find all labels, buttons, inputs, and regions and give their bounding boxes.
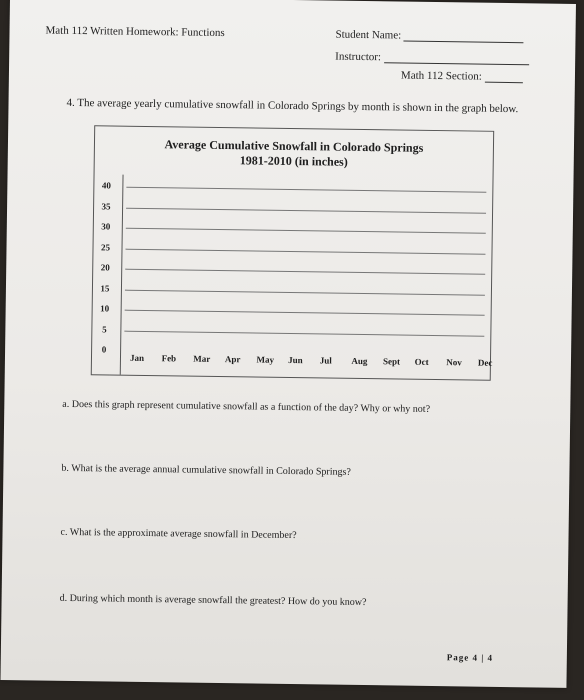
x-tick-label: May [256, 354, 275, 365]
student-name-field [335, 29, 524, 44]
y-tick-label: 15 [100, 282, 110, 293]
y-tick-label: 25 [100, 241, 111, 252]
section-blank[interactable] [484, 71, 522, 84]
grid-line [125, 289, 485, 295]
x-tick-label: Mar [193, 353, 211, 364]
question-b: b. What is the average annual cumulative snowfall in Colorado Springs? [61, 462, 351, 478]
y-tick-label: 35 [101, 200, 111, 211]
grid-line [126, 207, 486, 213]
instructor-field [335, 51, 529, 66]
section-field [401, 70, 523, 84]
x-tick-label: Jan [129, 352, 145, 363]
y-tick-label: 20 [100, 262, 110, 273]
section-label: Math 112 Section: [400, 69, 482, 83]
instructor-label: Instructor: [335, 50, 382, 64]
y-tick-label: 40 [101, 180, 111, 191]
y-tick-label: 5 [102, 323, 107, 334]
x-tick-label: Jun [288, 354, 303, 366]
student-name-label: Student Name: [335, 28, 402, 42]
x-tick-label: Oct [414, 356, 429, 367]
grid-lines [95, 126, 493, 132]
grid-line [124, 330, 484, 336]
page-number: Page 4 | 4 [446, 652, 494, 663]
y-tick-label: 0 [101, 344, 107, 355]
worksheet-title: Math 112 Written Homework: Functions [45, 24, 225, 40]
x-tick-label: Nov [446, 357, 462, 368]
y-tick-label: 30 [101, 221, 111, 232]
x-tick-label: Feb [161, 353, 177, 364]
x-tick-label: Dec [477, 357, 493, 368]
grid-line [126, 228, 486, 234]
graph-subtitle: 1981-2010 (in inches) [239, 153, 348, 169]
y-tick-label: 10 [100, 303, 110, 314]
graph-title-block [95, 136, 493, 172]
student-name-blank[interactable] [404, 30, 524, 44]
x-tick-label: Sept [382, 356, 401, 367]
x-tick-label: Apr [224, 354, 241, 365]
question-d: d. During which month is average snowfall the greatest? How do you know? [59, 592, 367, 609]
graph-title: Average Cumulative Snowfall in Colorado Springs [164, 137, 424, 155]
question-a: a. Does this graph represent cumulative snowfall as a function of the day? Why or why not? [62, 398, 431, 415]
question-4-text: 4. The average yearly cumulative snowfall in Colorado Springs by month is shown in the graph below. [66, 96, 519, 116]
x-tick-label: Jul [319, 355, 332, 366]
x-tick-label: Aug [351, 355, 368, 367]
snowfall-graph [91, 125, 494, 381]
grid-line [126, 187, 486, 193]
grid-line [125, 310, 485, 316]
question-c: c. What is the approximate average snowfall in December? [60, 526, 297, 542]
grid-line [125, 269, 485, 275]
grid-line [126, 248, 486, 254]
instructor-blank[interactable] [384, 51, 529, 65]
